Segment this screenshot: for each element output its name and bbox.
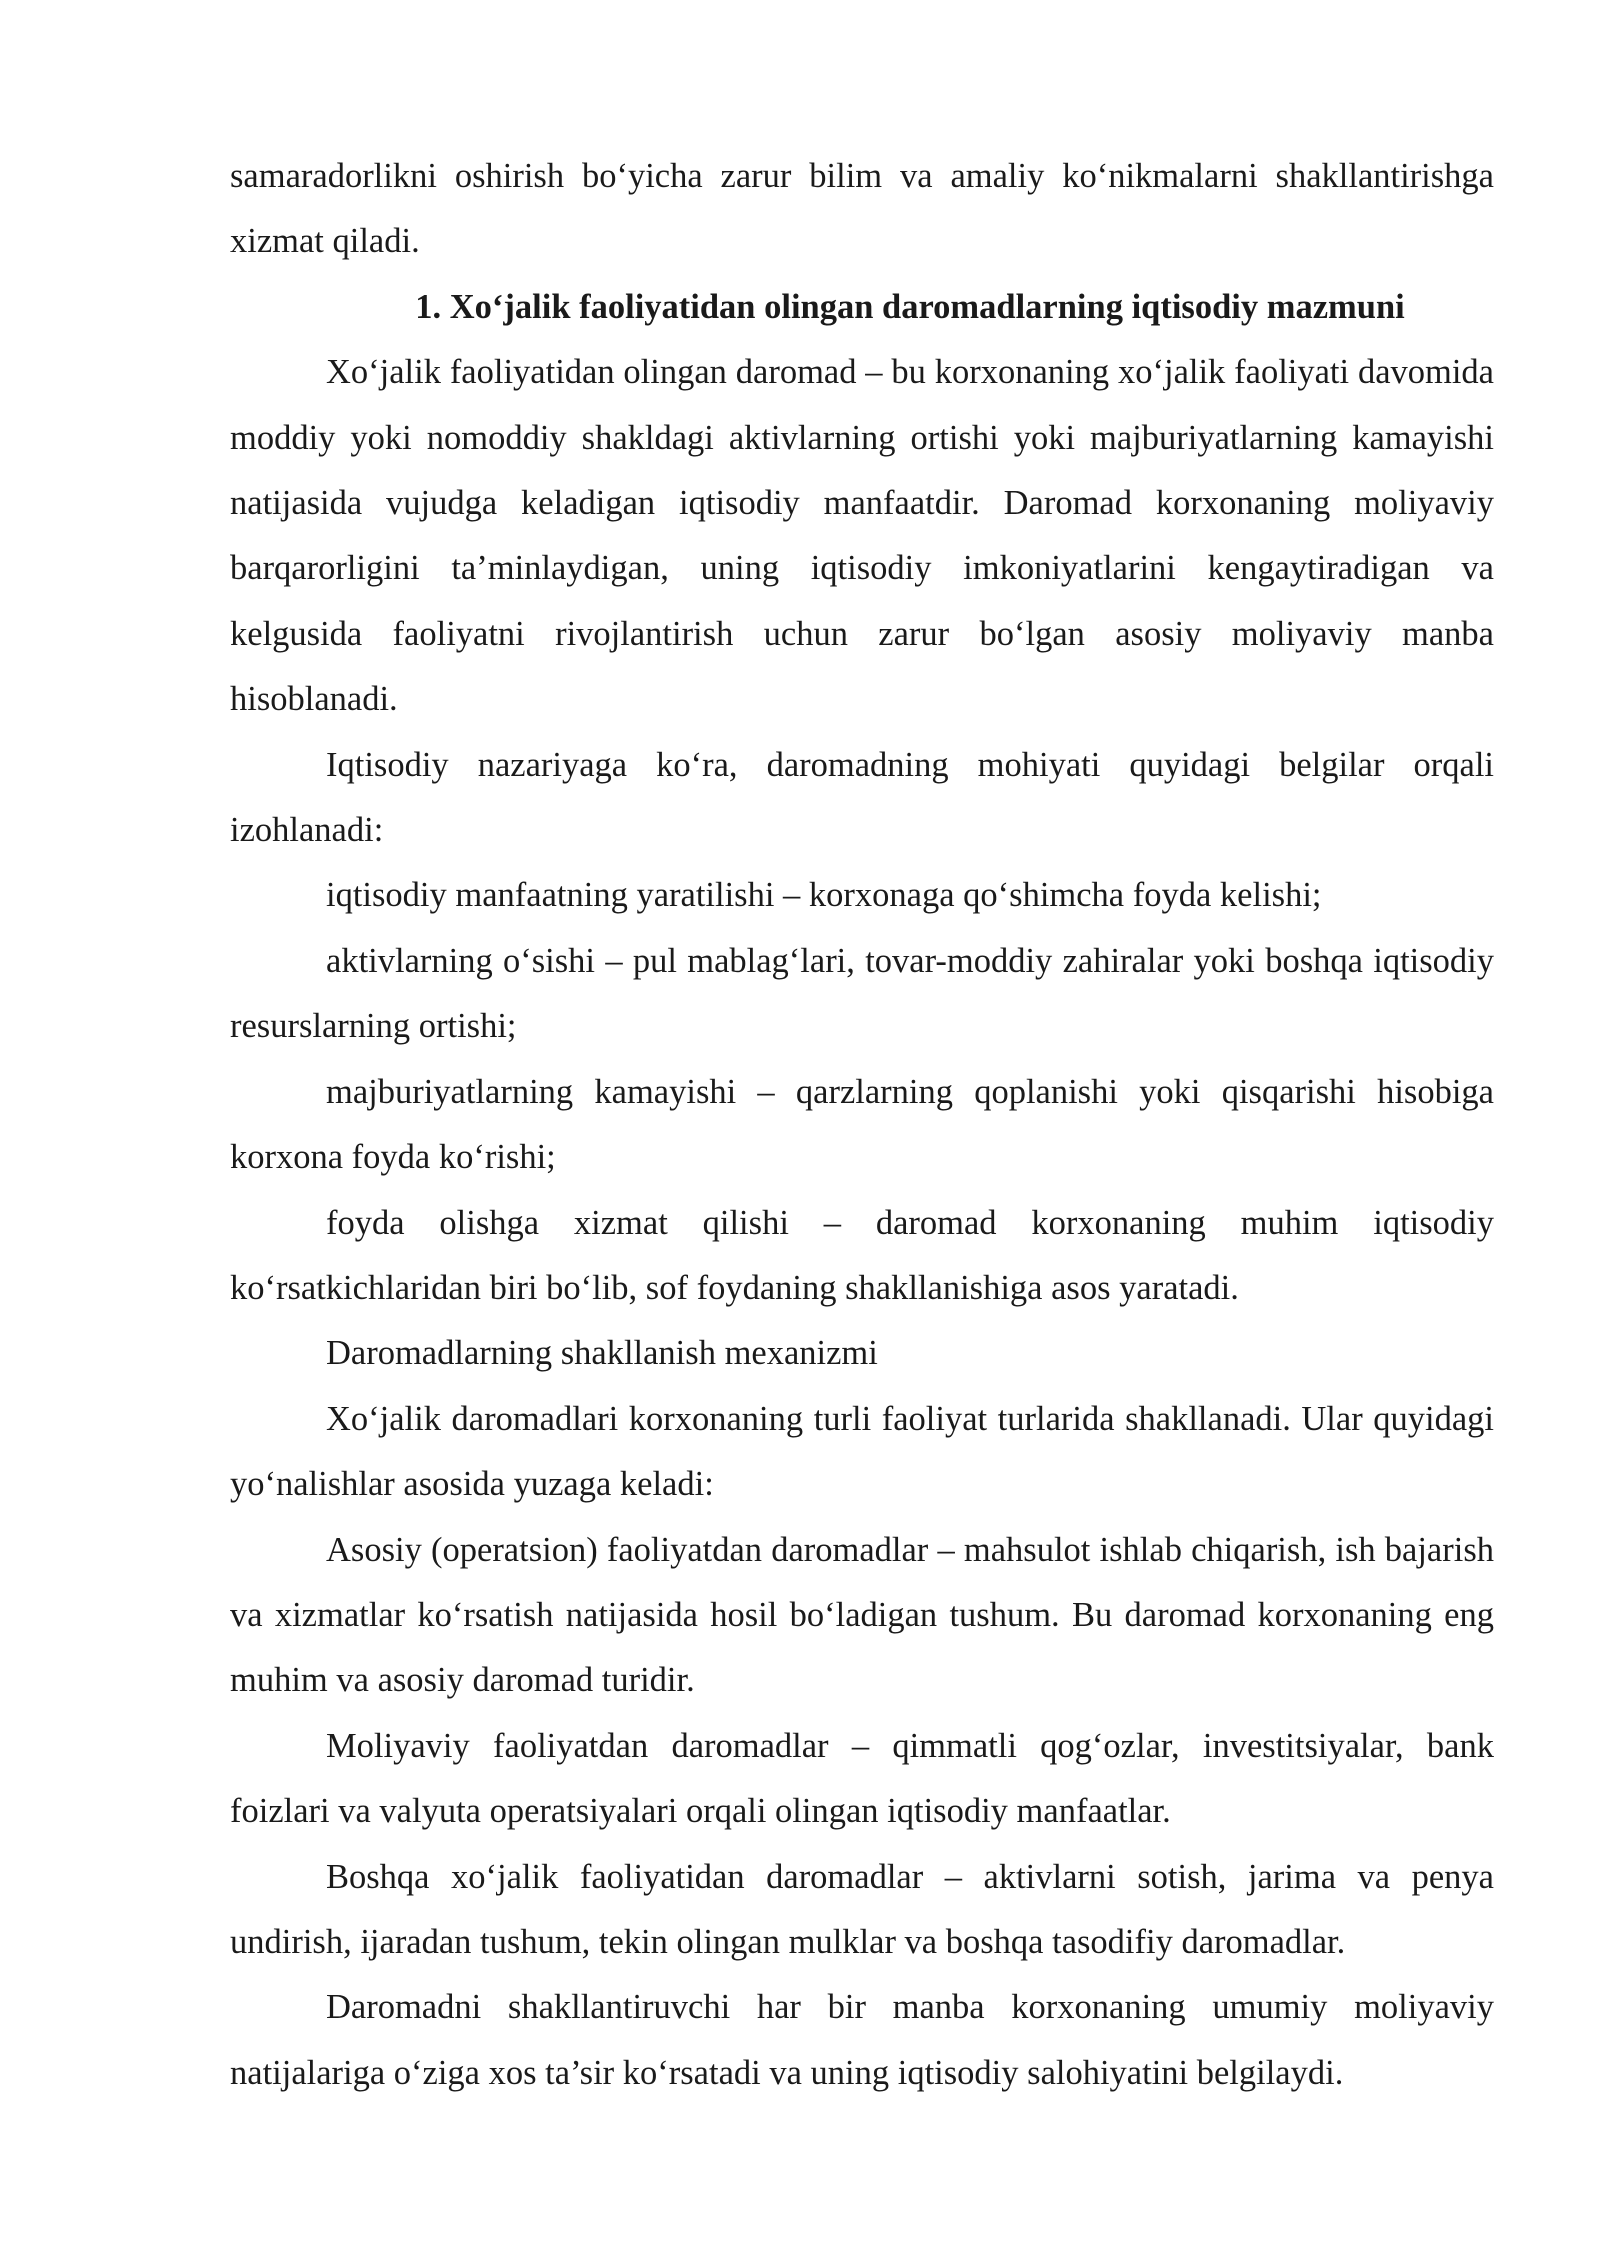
paragraph-intro-list: Iqtisodiy nazariyaga ko‘ra, daromadning mohiyati quyidagi belgilar orqali izohlanadi: bbox=[230, 745, 1494, 850]
list-item: foyda olishga xizmat qilishi – daromad korxonaning muhim iqtisodiy ko‘rsatkichlaridan biri bo‘lib, sof foydaning shakllanishiga asos yaratadi. bbox=[230, 1203, 1494, 1307]
paragraph: Asosiy (operatsion) faoliyatdan daromadlar – mahsulot ishlab chiqarish, ish bajarish va xizmatlar ko‘rsatish natijasida hosil bo‘ladigan tushum. Bu daromad korxonaning eng muhim va asosiy daromad turidir. bbox=[230, 1530, 1494, 1700]
paragraph: Daromadni shakllantiruvchi har bir manba korxonaning umumiy moliyaviy natijalariga o‘ziga xos ta’sir ko‘rsatadi va uning iqtisodiy salohiyatini belgilaydi. bbox=[230, 1988, 1494, 2092]
paragraph-definition: Xo‘jalik faoliyatidan olingan daromad – bu korxonaning xo‘jalik faoliyati davomida moddiy yoki nomoddiy shakldagi aktivlarning ortishi yoki majburiyatlarning kamayishi natijasida vujudga keladigan iqtisodiy manfaatdir. Daromad korxonaning moliyaviy barqarorligini ta’minlaydigan, uning iqtisodiy imkoniyatlarini kengaytiradigan va kelgusida faoliyatni rivojlantirish uchun zarur bo‘lgan asosiy moliyaviy manba hisoblanadi. bbox=[230, 353, 1494, 719]
subheading: Daromadlarning shakllanish mexanizmi bbox=[326, 1334, 878, 1373]
paragraph-continuation: samaradorlikni oshirish bo‘yicha zarur bilim va amaliy ko‘nikmalarni shakllantirishga xizmat qiladi. bbox=[230, 157, 1494, 261]
document-page bbox=[230, 144, 1494, 2106]
paragraph: Xo‘jalik daromadlari korxonaning turli faoliyat turlarida shakllanadi. Ular quyidagi yo‘nalishlar asosida yuzaga keladi: bbox=[230, 1399, 1494, 1504]
section-heading: 1. Xo‘jalik faoliyatidan olingan daromadlarning iqtisodiy mazmuni bbox=[415, 287, 1405, 326]
paragraph: Moliyaviy faoliyatdan daromadlar – qimmatli qog‘ozlar, investitsiyalar, bank foizlari va valyuta operatsiyalari orqali olingan iqtisodiy manfaatlar. bbox=[230, 1726, 1494, 1831]
list-item: majburiyatlarning kamayishi – qarzlarning qoplanishi yoki qisqarishi hisobiga korxona foyda ko‘rishi; bbox=[230, 1072, 1494, 1177]
list-item: aktivlarning o‘sishi – pul mablag‘lari, tovar-moddiy zahiralar yoki boshqa iqtisodiy resurslarning ortishi; bbox=[230, 941, 1494, 1046]
list-item: iqtisodiy manfaatning yaratilishi – korxonaga qo‘shimcha foyda kelishi; bbox=[326, 876, 1322, 915]
paragraph: Boshqa xo‘jalik faoliyatidan daromadlar – aktivlarni sotish, jarima va penya undirish, ijaradan tushum, tekin olingan mulklar va boshqa tasodifiy daromadlar. bbox=[230, 1857, 1494, 1961]
